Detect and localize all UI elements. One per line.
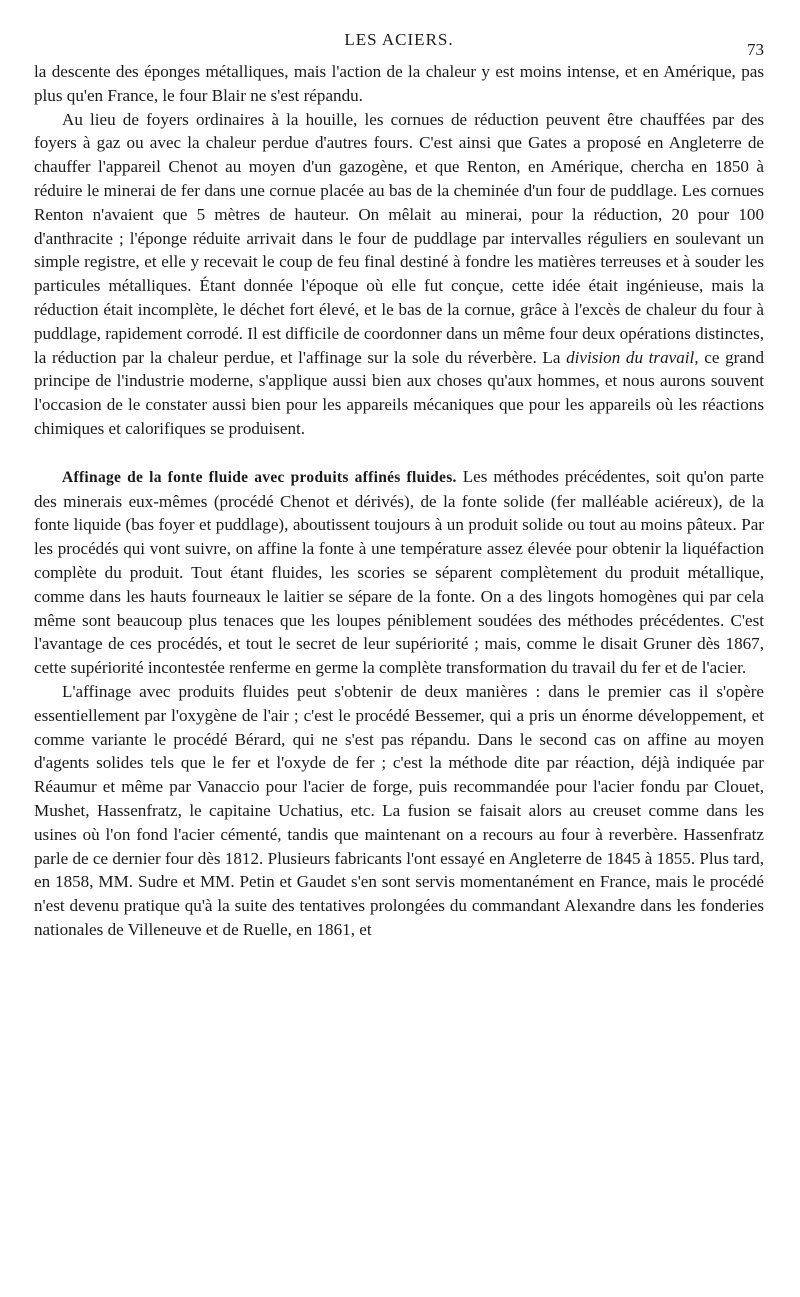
paragraph-body: Les méthodes précédentes, soit qu'on parte des minerais eux-mêmes (procédé Chenot et dérivés), de la fonte solide (fer malléable aciéreux), de la fonte liquide (bas foyer et puddlage), aboutissent toujours à un produit solide ou tout au moins pâteux. Par les procédés qui vont suivre, on affine la fonte à une température assez élevée pour obtenir la liquéfaction complète du produit. Tout étant fluides, les scories se séparent complètement du produit métallique, comme dans les hauts fourneaux le laitier se sépare de la fonte. On a des lingots homogènes qui par cela même sont beaucoup plus tenaces que les loupes péniblement soudées des méthodes précédentes. C'est l'avantage de ces procédés, et tout le secret de leur supériorité ; mais, comme le disait Gruner dès 1867, cette supériorité incontestée renferme en germe la complète transformation du travail du fer et de l'acier. — [34, 466, 764, 678]
italic-phrase-division-du-travail: division du travail, — [566, 347, 699, 367]
paragraph-body: Au lieu de foyers ordinaires à la houille, les cornues de réduction peuvent être chauffées par des foyers à gaz ou avec la chaleur perdue d'autres fours. C'est ainsi que Gates a proposé en Angleterre de chauffer l'appareil Chenot au moyen d'un gazogène, et que Renton, en Amérique, chercha en 1850 à réduire le minerai de fer dans une cornue placée au bas de la cheminée d'un four de puddlage. Les cornues Renton n'avaient que 5 mètres de hauteur. On mêlait au minerai, pour la réduction, 20 pour 100 d'anthracite ; l'éponge réduite arrivait dans le four de puddlage par intervalles réguliers en soulevant un simple registre, et elle y recevait le coup de feu final destiné à fondre les matières terreuses et à souder les particules métalliques. Étant donnée l'époque où elle fut conçue, cette idée était ingénieuse, mais la réduction était incomplète, le déchet fort élevé, et le bas de la cornue, grâce à l'excès de chaleur du four à puddlage, rapidement corrodé. Il est difficile de coordonner dans un même four deux opérations distinctes, la réduction par la chaleur perdue, et l'affinage sur la sole du réverbère. La — [34, 109, 764, 367]
page-number: 73 — [747, 40, 764, 59]
book-page — [34, 30, 764, 1280]
section-heading: Affinage de la fonte fluide avec produits affinés fluides. — [62, 468, 457, 486]
paragraph-reduction-cornues — [34, 108, 764, 441]
paragraph-deux-manieres: L'affinage avec produits fluides peut s'obtenir de deux manières : dans le premier cas il s'opère essentiellement par l'oxygène de l'air ; c'est le procédé Bessemer, qui a pris un énorme développement, et comme variante le procédé Bérard, qui ne s'est pas répandu. Dans le second cas on affine au moyen d'agents solides tels que le fer et l'oxyde de fer ; c'est la méthode dite par réaction, déjà indiquée par Réaumur et même par Vanaccio pour l'acier de forge, puis recommandée pour l'acier fondu par Clouet, Mushet, Hassenfratz, le capitaine Uchatius, etc. La fusion se faisait alors au creuset comme dans les usines où l'on fond l'acier cémenté, tandis que maintenant on a recours au four à reverbère. Hassenfratz parle de ce dernier four dès 1812. Plusieurs fabricants l'ont essayé en Angleterre de 1845 à 1855. Plus tard, en 1858, MM. Sudre et MM. Petin et Gaudet s'en sont servis momentanément en France, mais le procédé n'est devenu pratique qu'à la suite des tentatives prolongées du commandant Alexandre dans les fonderies nationales de Villeneuve et de Ruelle, en 1861, et — [34, 681, 764, 939]
running-title: LES ACIERS. — [344, 30, 454, 49]
paragraph-continuation: la descente des éponges métalliques, mais l'action de la chaleur y est moins intense, et en Amérique, pas plus qu'en France, le four Blair ne s'est répandu. — [34, 62, 764, 105]
paragraph-body-end: ce grand principe de l'industrie moderne, s'applique aussi bien aux choses qu'aux hommes, et nous aurons souvent l'occasion de le constater aussi bien pour les appareils mécaniques que pour les appareils où les réactions chimiques et calorifiques se produisent. — [34, 347, 765, 438]
paragraph-affinage-fluide — [34, 465, 764, 680]
page-header — [34, 30, 764, 60]
